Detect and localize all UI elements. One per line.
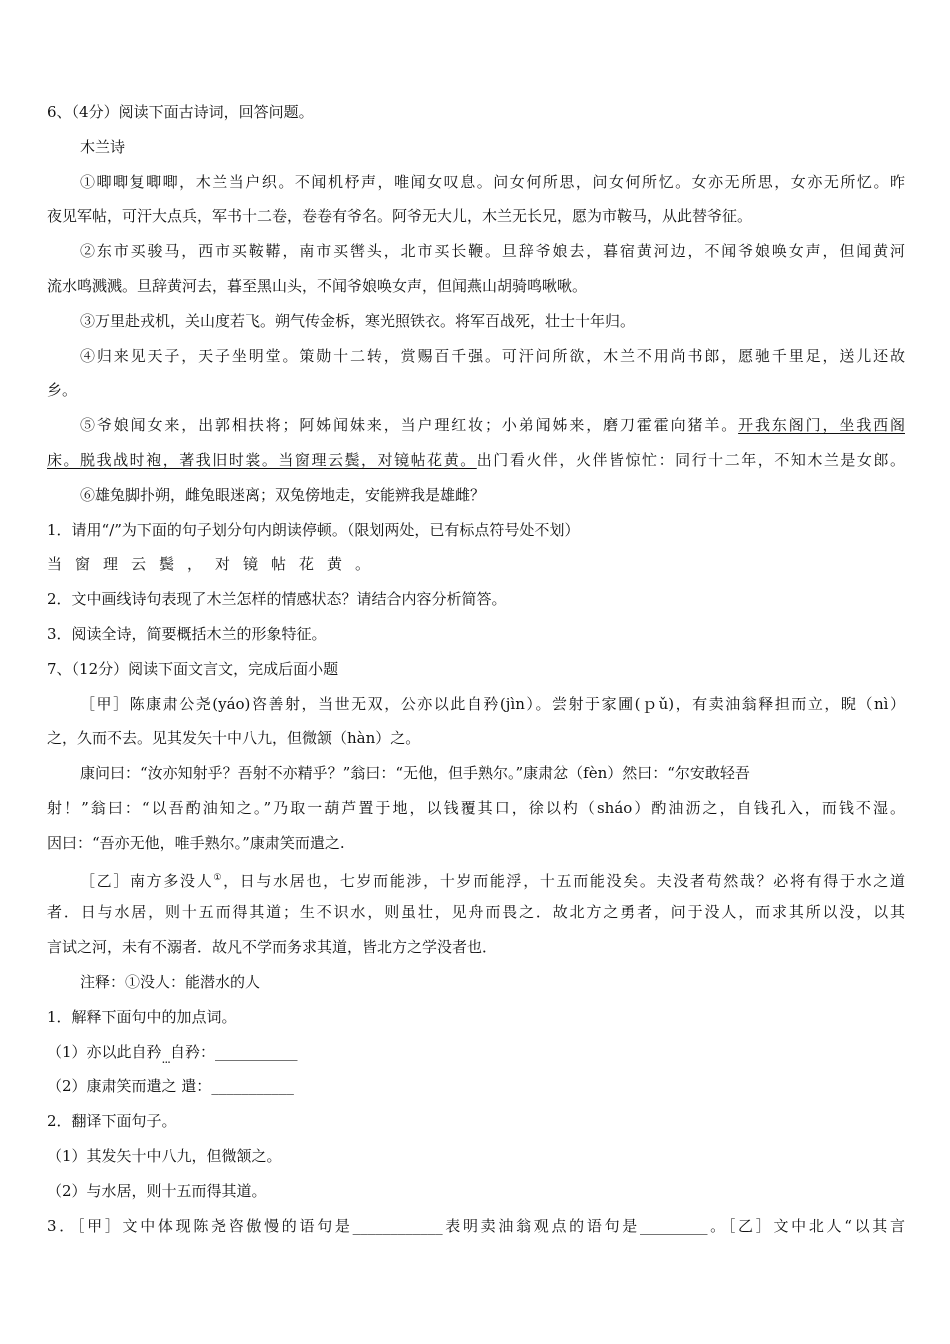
text-line [47, 861, 905, 896]
text-line [47, 234, 905, 269]
text-segment: ①唧唧复唧唧，木兰当户织。不闻机杼声，唯闻女叹息。问女何所思，问女何所忆。女亦无所思，女亦无所忆。昨 [80, 172, 905, 191]
text-line [47, 513, 905, 548]
text-line [47, 721, 905, 756]
text-line [47, 130, 905, 165]
text-line [47, 687, 905, 722]
text-line [47, 895, 905, 930]
text-segment: 者．日与水居，则十五而得其道；生不识水，则虽壮，见舟而畏之．故北方之勇者，问于没人，而求其所以没，以其 [47, 903, 905, 922]
text-segment: 1．请用“/”为下面的句子划分句内朗读停顿。（限划两处，已有标点符号处不划） [47, 520, 580, 539]
underlined-text: 开我东阁门，坐我西阁 [738, 416, 905, 435]
text-segment: （2）康肃笑而遣之 遣：___________ [47, 1077, 294, 1096]
text-segment: ⑤爷娘闻女来，出郭相扶将；阿姊闻妹来，当户理红妆；小弟闻姊来，磨刀霍霍向猪羊。 [80, 416, 739, 435]
text-segment: 7、（12分）阅读下面文言文，完成后面小题 [47, 659, 339, 678]
text-segment: 注释：①没人：能潜水的人 [80, 972, 261, 991]
text-segment: （1）其发矢十中八九，但微颔之。 [47, 1146, 282, 1165]
text-segment: 自矜：___________ [170, 1042, 298, 1061]
text-segment: ④归来见天子，天子坐明堂。策勋十二转，赏赐百千强。可汗问所欲，木兰不用尚书郎，愿驰千里足，送儿还故 [80, 346, 905, 365]
exam-document [47, 95, 905, 1243]
text-segment: 康问曰：“汝亦知射乎？吾射不亦精乎？”翁曰：“无他，但手熟尔。”康肃忿（fèn）然曰：“尔安敢轻吾 [80, 764, 750, 783]
text-segment: 6、（4分）阅读下面古诗词，回答问题。 [47, 103, 314, 121]
footnote-marker: ① [213, 872, 224, 883]
text-line [47, 547, 905, 582]
text-segment: （2）与水居，则十五而得其道。 [47, 1181, 267, 1200]
text-segment: ，日与水居也，七岁而能涉，十岁而能浮，十五而能没矣。夫没者苟然哉？必将有得于水之道 [223, 871, 905, 890]
text-line [47, 756, 905, 791]
text-line [47, 1174, 905, 1209]
text-segment: ［乙］南方多没人 [80, 871, 214, 890]
text-line [47, 582, 905, 617]
text-segment: ③万里赴戎机，关山度若飞。朔气传金柝，寒光照铁衣。将军百战死，壮士十年归。 [80, 311, 636, 330]
text-line [47, 617, 905, 652]
text-segment: 木兰诗 [80, 137, 126, 156]
text-line [47, 652, 905, 687]
text-segment: 3．阅读全诗，简要概括木兰的形象特征。 [47, 624, 327, 643]
text-segment: ［甲］陈康肃公尧(yáo)咨善射，当世无双，公亦以此自矜(jìn）。尝射于家圃(ｐǔ)，有卖油翁释担而立，睨（nì） [80, 694, 905, 713]
text-segment: 夜见军帖，可汗大点兵，军书十二卷，卷卷有爷名。阿爷无大儿，木兰无长兄，愿为市鞍马，从此替爷征。 [47, 207, 753, 226]
text-segment: 射！”翁曰：“以吾酌油知之。”乃取一葫芦置于地，以钱覆其口，徐以杓（sháo）酌油沥之，自钱孔入，而钱不湿。 [47, 798, 905, 817]
text-segment: 2．文中画线诗句表现了木兰怎样的情感状态？请结合内容分析简答。 [47, 590, 507, 609]
text-line [47, 373, 905, 408]
text-segment: 乡。 [47, 381, 78, 400]
text-segment: ⑥雄兔脚扑朔，雌兔眼迷离；双兔傍地走，安能辨我是雄雌？ [80, 485, 486, 504]
text-segment: 3．［甲］文中体现陈尧咨傲慢的语句是____________表明卖油翁观点的语句是_________。［乙］文中北人“以其言 [47, 1216, 905, 1235]
emphasis-dots: ... [161, 1051, 170, 1066]
text-segment: ②东市买骏马，西市买鞍鞯，南市买辔头，北市买长鞭。旦辞爷娘去，暮宿黄河边，不闻爷娘唤女声，但闻黄河 [80, 242, 905, 261]
text-line [47, 165, 905, 200]
text-line [47, 1035, 905, 1070]
text-line [47, 965, 905, 1000]
text-line [47, 408, 905, 443]
text-line [47, 826, 905, 861]
text-line [47, 304, 905, 339]
text-segment: （1）亦以此自矜 [47, 1042, 162, 1061]
text-segment: 2．翻译下面句子。 [47, 1112, 177, 1131]
text-line [47, 930, 905, 965]
text-segment: 1．解释下面句中的加点词。 [47, 1007, 237, 1026]
text-line [47, 1069, 905, 1104]
text-segment: 流水鸣溅溅。旦辞黄河去，暮至黑山头，不闻爷娘唤女声，但闻燕山胡骑鸣啾啾。 [47, 276, 588, 295]
text-line [47, 443, 905, 478]
text-segment: 因曰：“吾亦无他，唯手熟尔。”康肃笑而遣之. [47, 833, 345, 852]
text-line [47, 95, 905, 130]
text-segment: 出门看火伴，火伴皆惊忙：同行十二年，不知木兰是女郎。 [476, 450, 905, 469]
text-line [47, 1139, 905, 1174]
text-line [47, 1209, 905, 1244]
underlined-text: 床。脱我战时袍，著我旧时裳。当窗理云鬓，对镜帖花黄。 [47, 450, 477, 469]
text-segment: 当窗理云鬓，对镜帖花黄。 [47, 555, 384, 574]
text-line [47, 1104, 905, 1139]
text-line [47, 478, 905, 513]
text-line [47, 269, 905, 304]
text-line [47, 339, 905, 374]
text-segment: 言试之河，未有不溺者．故凡不学而务求其道，皆北方之学没者也． [47, 938, 498, 957]
text-line [47, 791, 905, 826]
text-segment: 之，久而不去。见其发矢十中八九，但微颔（hàn）之。 [47, 729, 421, 748]
text-line [47, 199, 905, 234]
text-line [47, 1000, 905, 1035]
